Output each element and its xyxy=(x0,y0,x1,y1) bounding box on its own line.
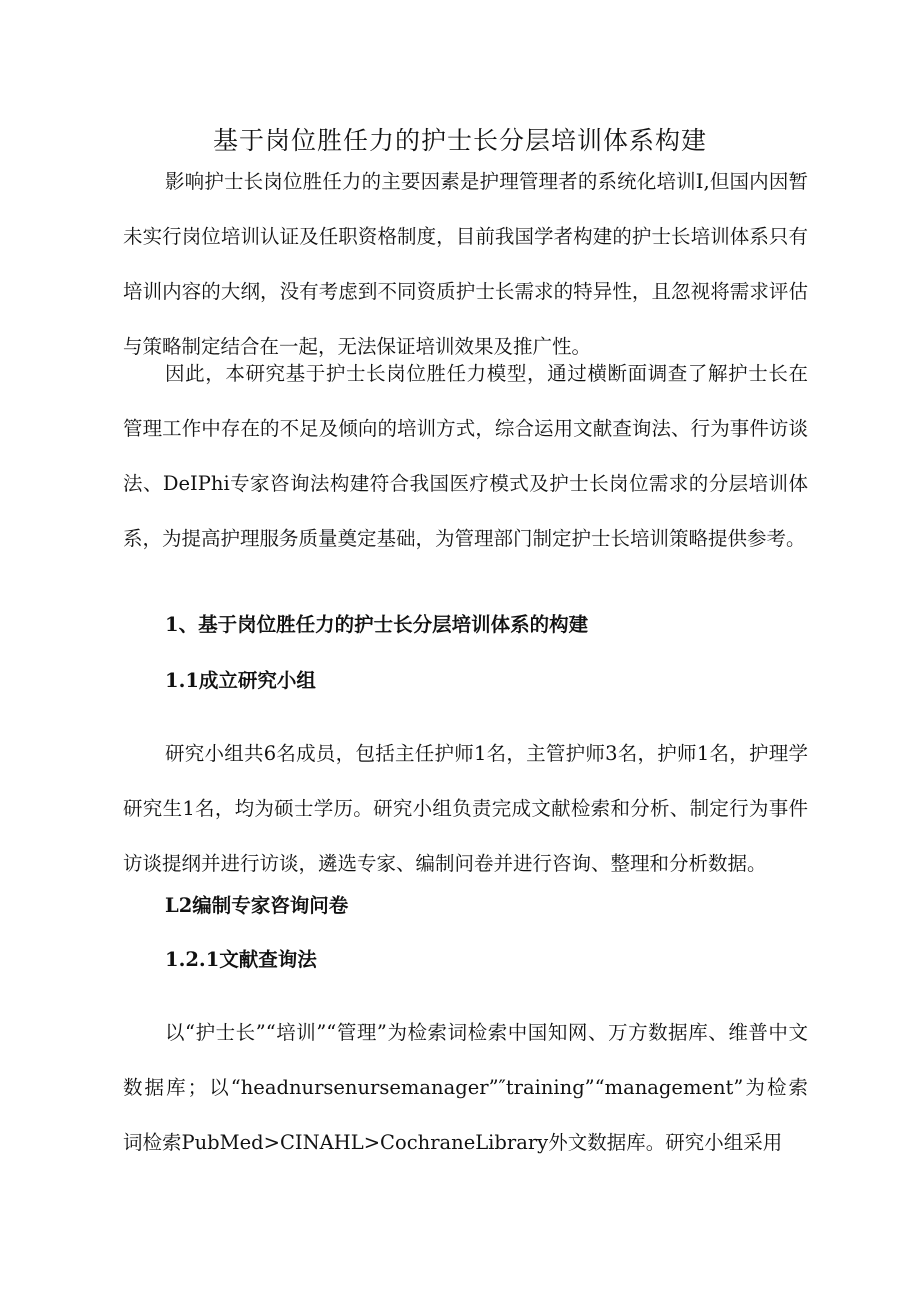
document-title: 基于岗位胜任力的护士长分层培训体系构建 xyxy=(212,125,707,155)
section-heading-1-2-1: 1.2.1文献查询法 xyxy=(165,948,317,971)
section-heading-1-1: 1.1成立研究小组 xyxy=(165,669,316,692)
paragraph-intro: 影响护士长岗位胜任力的主要因素是护理管理者的系统化培训I,但国内因暂未实行岗位培训认证及任职资格制度，目前我国学者构建的护士长培训体系只有培训内容的大纲，没有考虑到不同资质护士长需求的特异性，且忽视将需求评估与策略制定结合在一起，无法保证培训效果及推广性。 xyxy=(123,170,808,358)
section-heading-1-2: L2编制专家咨询问卷 xyxy=(165,894,349,917)
section-heading-1: 1、基于岗位胜任力的护士长分层培训体系的构建 xyxy=(165,613,589,636)
paragraph-literature-search: 以“护士长”“培训”“管理”为检索词检索中国知网、万方数据库、维普中文数据库；以“headnursenursemanager”″training”“management”为检索词检索PubMed>CINAHL>CochraneLibrary外文数据库。研究小组采用 xyxy=(123,1021,808,1154)
paragraph-purpose: 因此，本研究基于护士长岗位胜任力模型，通过横断面调查了解护士长在管理工作中存在的不足及倾向的培训方式，综合运用文献查询法、行为事件访谈法、DeIPhi专家咨询法构建符合我国医疗模式及护士长岗位需求的分层培训体系，为提高护理服务质量奠定基础，为管理部门制定护士长培训策略提供参考。 xyxy=(123,362,808,550)
paragraph-research-group: 研究小组共6名成员，包括主任护师1名，主管护师3名，护师1名，护理学研究生1名，均为硕士学历。研究小组负责完成文献检索和分析、制定行为事件访谈提纲并进行访谈，遴选专家、编制问卷并进行咨询、整理和分析数据。 xyxy=(123,742,808,875)
